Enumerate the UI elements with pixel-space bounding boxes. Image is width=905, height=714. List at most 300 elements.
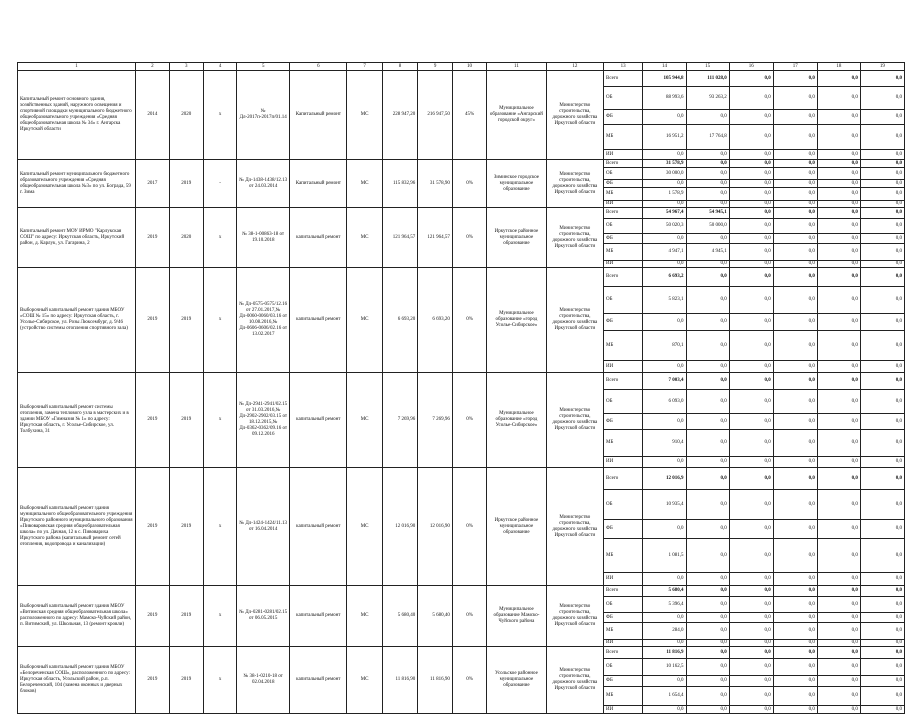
funding-zero: 0,0 [817, 623, 860, 640]
end-year: 2019 [169, 468, 203, 586]
column-number: 10 [452, 63, 486, 71]
funding-source-label: ИИ [604, 361, 643, 373]
responsibility-type: МС [347, 160, 382, 208]
funding-zero: 0,0 [817, 314, 860, 331]
funding-zero: 0,0 [860, 188, 904, 201]
funding-zero: 0,0 [729, 623, 773, 640]
funding-zero: 0,0 [729, 414, 773, 430]
funding-zero: 0,0 [773, 361, 817, 373]
funding-v14: 0,0 [643, 180, 686, 188]
funding-zero: 0,0 [729, 168, 773, 180]
start-year: 2019 [136, 208, 169, 268]
funding-zero: 0,0 [860, 647, 904, 659]
work-type: капитальный ремонт [290, 647, 347, 714]
readiness-percent: 0% [452, 586, 486, 647]
funding-zero: 0,0 [773, 87, 817, 110]
funding-zero: 0,0 [817, 490, 860, 520]
funding-v15: 0,0 [686, 201, 729, 208]
responsibility-type: МС [347, 586, 382, 647]
funding-zero: 0,0 [729, 314, 773, 331]
funding-zero: 0,0 [729, 110, 773, 125]
funding-zero: 0,0 [773, 125, 817, 150]
col-4-value: х [203, 586, 236, 647]
end-year: 2020 [169, 71, 203, 160]
ministry: Министерство строительства, дорожного хозяйства Иркутской области [546, 71, 603, 160]
funding-zero: 0,0 [729, 373, 773, 390]
project-name: Капитальный ремонт основного здания, хозяйственных зданий, наружного освещения и спортивной площадки муниципального бюджетного общеобразовательного учреждения «Средняя общеобразовательная школа № 34» г. Ангарска Иркутской области [18, 71, 136, 160]
funding-v14: 0,0 [643, 314, 686, 331]
funding-v14: 5 680,4 [643, 586, 686, 597]
col-4-value: х [203, 208, 236, 268]
work-type: Капитальный ремонт [290, 71, 347, 160]
funding-v15: 0,0 [686, 160, 729, 168]
expertise-number: № 38-1-0210-18 от 02.04.2018 [237, 647, 290, 714]
start-year: 2019 [136, 647, 169, 714]
funding-v14: 10 162,5 [643, 659, 686, 676]
work-type: капитальный ремонт [290, 586, 347, 647]
column-number: 17 [773, 63, 817, 71]
funding-v15: 0,0 [686, 268, 729, 287]
funding-v15: 0,0 [686, 168, 729, 180]
funding-v15: 93 263,2 [686, 87, 729, 110]
funding-zero: 0,0 [817, 361, 860, 373]
funding-source-label: ОБ [604, 219, 643, 234]
funding-source-label: ИИ [604, 706, 643, 714]
funding-v14: 0,0 [643, 110, 686, 125]
ministry: Министерство строительства, дорожного хозяйства Иркутской области [546, 468, 603, 586]
readiness-percent: 0% [452, 373, 486, 468]
estimated-cost: 121 964,57 [382, 208, 418, 268]
funding-zero: 0,0 [860, 201, 904, 208]
funding-zero: 0,0 [773, 234, 817, 244]
funding-zero: 0,0 [729, 597, 773, 613]
funding-zero: 0,0 [860, 457, 904, 468]
funding-zero: 0,0 [817, 706, 860, 714]
funding-source-label: МБ [604, 125, 643, 150]
funding-v15: 0,0 [686, 597, 729, 613]
estimated-cost: 5 680,40 [382, 586, 418, 647]
funding-zero: 0,0 [729, 676, 773, 687]
municipality: Муниципальное образование «город Усолье-Сибирское» [487, 268, 546, 373]
expertise-number: № Дл-0281-0281/02.15 от 06.05.2015 [237, 586, 290, 647]
funding-zero: 0,0 [729, 640, 773, 647]
funding-zero: 0,0 [817, 414, 860, 430]
funding-zero: 0,0 [729, 234, 773, 244]
responsibility-type: МС [347, 647, 382, 714]
funding-zero: 0,0 [729, 87, 773, 110]
funding-zero: 0,0 [860, 706, 904, 714]
funding-v15: 0,0 [686, 314, 729, 331]
funding-zero: 0,0 [773, 640, 817, 647]
funding-source-label: МБ [604, 539, 643, 573]
funding-zero: 0,0 [773, 687, 817, 706]
funding-v15: 0,0 [686, 613, 729, 623]
funding-source-label: ФБ [604, 414, 643, 430]
funding-v14: 284,0 [643, 623, 686, 640]
funding-v14: 870,1 [643, 331, 686, 361]
funding-zero: 0,0 [729, 219, 773, 234]
table-row [18, 160, 905, 168]
funding-zero: 0,0 [773, 71, 817, 87]
funding-zero: 0,0 [773, 373, 817, 390]
readiness-percent: 0% [452, 160, 486, 208]
funding-source-label: ОБ [604, 168, 643, 180]
funding-zero: 0,0 [817, 373, 860, 390]
funding-zero: 0,0 [729, 539, 773, 573]
funding-v15: 0,0 [686, 468, 729, 490]
ministry: Министерство строительства, дорожного хозяйства Иркутской области [546, 208, 603, 268]
funding-zero: 0,0 [773, 268, 817, 287]
column-number: 2 [136, 63, 169, 71]
funding-v15: 0,0 [686, 110, 729, 125]
funding-source-label: Всего [604, 160, 643, 168]
start-year: 2019 [136, 468, 169, 586]
col-4-value: х [203, 71, 236, 160]
readiness-percent: 0% [452, 468, 486, 586]
funding-v15: 0,0 [686, 361, 729, 373]
funding-source-label: Всего [604, 373, 643, 390]
funding-source-label: ОБ [604, 659, 643, 676]
funding-v15: 0,0 [686, 150, 729, 160]
funding-zero: 0,0 [817, 647, 860, 659]
funding-zero: 0,0 [860, 468, 904, 490]
funding-zero: 0,0 [773, 414, 817, 430]
funding-zero: 0,0 [729, 613, 773, 623]
funding-v15: 0,0 [686, 180, 729, 188]
funding-source-label: ФБ [604, 676, 643, 687]
remaining-cost: 216 947,50 [418, 71, 453, 160]
funding-v15: 111 028,0 [686, 71, 729, 87]
expertise-number: № Дл-0575-0575/12.16 от 27.01.2017,№ Дл-0060-0060/03.16 от 10.08.2016,№ Дл-0606-0606/02.16 от 13.02.2017 [237, 268, 290, 373]
work-type: капитальный ремонт [290, 268, 347, 373]
project-name: Выборочный капитальный ремонт здания МБОУ «Белореченская СОШ», расположенного по адресу: Иркутская область, Усольский район, р.п. Белореченский, 104 (замена оконных и дверных блоков) [18, 647, 136, 714]
column-number: 8 [382, 63, 418, 71]
funding-zero: 0,0 [817, 520, 860, 539]
funding-v14: 1 654,4 [643, 687, 686, 706]
funding-v14: 16 951,2 [643, 125, 686, 150]
funding-v15: 50 000,0 [686, 219, 729, 234]
funding-zero: 0,0 [773, 520, 817, 539]
funding-zero: 0,0 [817, 244, 860, 261]
funding-v15: 0,0 [686, 706, 729, 714]
funding-v15: 0,0 [686, 676, 729, 687]
column-number: 12 [546, 63, 603, 71]
funding-zero: 0,0 [729, 125, 773, 150]
remaining-cost: 12 016,90 [418, 468, 453, 586]
funding-zero: 0,0 [729, 188, 773, 201]
funding-v14: 7 003,4 [643, 373, 686, 390]
municipality: Муниципальное образование Мамско-Чуйского района [487, 586, 546, 647]
funding-zero: 0,0 [729, 268, 773, 287]
funding-source-label: Всего [604, 586, 643, 597]
financing-table [17, 62, 905, 714]
funding-v15: 0,0 [686, 373, 729, 390]
funding-zero: 0,0 [773, 586, 817, 597]
funding-zero: 0,0 [729, 208, 773, 219]
funding-source-label: Всего [604, 468, 643, 490]
funding-zero: 0,0 [729, 520, 773, 539]
funding-source-label: Всего [604, 71, 643, 87]
funding-v15: 0,0 [686, 539, 729, 573]
column-number: 19 [860, 63, 904, 71]
funding-zero: 0,0 [817, 71, 860, 87]
funding-v15: 0,0 [686, 687, 729, 706]
column-number: 11 [487, 63, 546, 71]
funding-zero: 0,0 [817, 268, 860, 287]
funding-zero: 0,0 [817, 234, 860, 244]
table-row [18, 373, 905, 390]
funding-zero: 0,0 [817, 331, 860, 361]
funding-source-label: ИИ [604, 150, 643, 160]
ministry: Министерство строительства, дорожного хозяйства Иркутской области [546, 586, 603, 647]
work-type: капитальный ремонт [290, 208, 347, 268]
funding-v14: 0,0 [643, 201, 686, 208]
funding-zero: 0,0 [817, 219, 860, 234]
end-year: 2019 [169, 373, 203, 468]
funding-v15: 0,0 [686, 623, 729, 640]
funding-zero: 0,0 [773, 244, 817, 261]
funding-zero: 0,0 [860, 261, 904, 268]
funding-source-label: МБ [604, 687, 643, 706]
funding-zero: 0,0 [773, 490, 817, 520]
funding-zero: 0,0 [729, 659, 773, 676]
funding-v14: 0,0 [643, 573, 686, 586]
remaining-cost: 121 964,57 [418, 208, 453, 268]
funding-zero: 0,0 [817, 430, 860, 457]
table-row [18, 268, 905, 287]
funding-zero: 0,0 [860, 180, 904, 188]
ministry: Министерство строительства, дорожного хозяйства Иркутской области [546, 373, 603, 468]
funding-v14: 0,0 [643, 234, 686, 244]
funding-zero: 0,0 [860, 613, 904, 623]
funding-zero: 0,0 [729, 244, 773, 261]
funding-v14: 0,0 [643, 706, 686, 714]
funding-v14: 6 093,0 [643, 390, 686, 414]
funding-zero: 0,0 [817, 87, 860, 110]
project-name: Выборочный капитальный ремонт здания МБОУ «СОШ № 15» по адресу: Иркутская область, г. Усолье-Сибирское, ул. Розы Люксембург, д. 9/46 (устройство системы отопления спортивного зала) [18, 268, 136, 373]
municipality: Муниципальное образование «Ангарский городской округ» [487, 71, 546, 160]
funding-zero: 0,0 [860, 676, 904, 687]
funding-v15: 17 764,8 [686, 125, 729, 150]
funding-v14: 10 935,4 [643, 490, 686, 520]
estimated-cost: 11 816,90 [382, 647, 418, 714]
funding-zero: 0,0 [729, 261, 773, 268]
funding-source-label: ИИ [604, 201, 643, 208]
column-number: 15 [686, 63, 729, 71]
project-name: Выборочный капитальный ремонт здания муниципального общеобразовательного учреждения Иркутского районного муниципального образования «Пивоваровская средняя общеобразовательная школа» по ул. Дачная, 12 в с. Пивовариха Иркутского района (капитальный ремонт сетей отопления, водопровода и канализации) [18, 468, 136, 586]
funding-v14: 31 578,9 [643, 160, 686, 168]
funding-zero: 0,0 [817, 287, 860, 314]
funding-v14: 0,0 [643, 414, 686, 430]
funding-zero: 0,0 [817, 613, 860, 623]
col-4-value: х [203, 268, 236, 373]
col-4-value: - [203, 160, 236, 208]
funding-v15: 0,0 [686, 520, 729, 539]
funding-zero: 0,0 [817, 597, 860, 613]
column-number: 3 [169, 63, 203, 71]
estimated-cost: 12 016,90 [382, 468, 418, 586]
estimated-cost: 228 947,20 [382, 71, 418, 160]
funding-v14: 0,0 [643, 261, 686, 268]
funding-v14: 0,0 [643, 361, 686, 373]
funding-zero: 0,0 [773, 430, 817, 457]
end-year: 2020 [169, 208, 203, 268]
funding-zero: 0,0 [860, 539, 904, 573]
funding-zero: 0,0 [773, 160, 817, 168]
remaining-cost: 5 680,40 [418, 586, 453, 647]
funding-source-label: ОБ [604, 597, 643, 613]
funding-v14: 6 693,2 [643, 268, 686, 287]
funding-zero: 0,0 [729, 180, 773, 188]
funding-zero: 0,0 [729, 287, 773, 314]
funding-zero: 0,0 [773, 623, 817, 640]
municipality: Усольское районное муниципальное образование [487, 647, 546, 714]
funding-zero: 0,0 [860, 71, 904, 87]
funding-zero: 0,0 [860, 414, 904, 430]
funding-zero: 0,0 [860, 268, 904, 287]
table-row [18, 468, 905, 490]
funding-zero: 0,0 [860, 314, 904, 331]
end-year: 2019 [169, 268, 203, 373]
column-number: 9 [418, 63, 453, 71]
readiness-percent: 0% [452, 208, 486, 268]
funding-v15: 0,0 [686, 234, 729, 244]
funding-source-label: МБ [604, 430, 643, 457]
funding-zero: 0,0 [773, 706, 817, 714]
funding-zero: 0,0 [817, 208, 860, 219]
funding-zero: 0,0 [773, 261, 817, 268]
funding-zero: 0,0 [773, 659, 817, 676]
funding-v14: 30 000,0 [643, 168, 686, 180]
project-name: Выборочный капитальный ремонт системы отопления, замена теплового узла в мастерских и в здании МБОУ «Гимназия № 1» по адресу: Иркутская область, г. Усолье-Сибирское, ул. Толбухина, 31 [18, 373, 136, 468]
funding-source-label: ФБ [604, 110, 643, 125]
funding-source-label: Всего [604, 647, 643, 659]
funding-zero: 0,0 [729, 586, 773, 597]
funding-source-label: МБ [604, 331, 643, 361]
funding-source-label: Всего [604, 208, 643, 219]
funding-source-label: МБ [604, 244, 643, 261]
work-type: капитальный ремонт [290, 373, 347, 468]
funding-zero: 0,0 [729, 573, 773, 586]
funding-zero: 0,0 [860, 687, 904, 706]
funding-zero: 0,0 [729, 706, 773, 714]
funding-source-label: ОБ [604, 287, 643, 314]
column-number: 4 [203, 63, 236, 71]
funding-zero: 0,0 [860, 361, 904, 373]
funding-v15: 0,0 [686, 261, 729, 268]
funding-v15: 54 945,1 [686, 208, 729, 219]
funding-zero: 0,0 [860, 168, 904, 180]
funding-zero: 0,0 [773, 676, 817, 687]
funding-zero: 0,0 [860, 110, 904, 125]
funding-zero: 0,0 [817, 687, 860, 706]
funding-v15: 0,0 [686, 331, 729, 361]
end-year: 2019 [169, 647, 203, 714]
funding-zero: 0,0 [860, 208, 904, 219]
expertise-number: № Дл-2941-2941/02.15 от 31.03.2016,№ Дл-2902-2902/03.15 от 18.12.2015,№ Дл-0362-0362/09.16 от 09.12.2016 [237, 373, 290, 468]
work-type: Капитальный ремонт [290, 160, 347, 208]
funding-source-label: ОБ [604, 390, 643, 414]
funding-zero: 0,0 [860, 331, 904, 361]
funding-zero: 0,0 [773, 110, 817, 125]
project-name: Капитальный ремонт муниципального бюджетного образовательного учреждения «Средняя общеобразовательная школа №3» по ул. Бограда, 59 г. Зима [18, 160, 136, 208]
funding-zero: 0,0 [773, 314, 817, 331]
funding-v14: 0,0 [643, 613, 686, 623]
table-row [18, 647, 905, 659]
funding-zero: 0,0 [773, 208, 817, 219]
table-row [18, 586, 905, 597]
funding-zero: 0,0 [860, 390, 904, 414]
column-number: 6 [290, 63, 347, 71]
end-year: 2019 [169, 160, 203, 208]
funding-source-label: ОБ [604, 490, 643, 520]
funding-v15: 0,0 [686, 390, 729, 414]
funding-zero: 0,0 [773, 180, 817, 188]
funding-v14: 0,0 [643, 150, 686, 160]
funding-source-label: ИИ [604, 261, 643, 268]
remaining-cost: 7 269,96 [418, 373, 453, 468]
estimated-cost: 7 269,96 [382, 373, 418, 468]
funding-zero: 0,0 [729, 150, 773, 160]
funding-source-label: ФБ [604, 234, 643, 244]
column-number: 14 [643, 63, 686, 71]
funding-v14: 54 967,4 [643, 208, 686, 219]
project-name: Выборочный капитальный ремонт здания МБОУ «Витимская средняя общеобразовательная школа» расположенного по адресу: Мамско-Чуйский район, п. Витимский, ул. Школьная, 13 (ремонт кровли) [18, 586, 136, 647]
start-year: 2017 [136, 160, 169, 208]
funding-zero: 0,0 [729, 430, 773, 457]
column-number-row [18, 63, 905, 71]
municipality: Муниципальное образование «город Усолье-Сибирское» [487, 373, 546, 468]
responsibility-type: МС [347, 468, 382, 586]
funding-zero: 0,0 [729, 490, 773, 520]
funding-zero: 0,0 [860, 234, 904, 244]
project-name: Капитальный ремонт МОУ ИРМО "Карлукская СОШ" по адресу: Иркутская область, Иркутский район, д. Карлук, ул. Гагарина, 2 [18, 208, 136, 268]
funding-zero: 0,0 [773, 647, 817, 659]
column-number: 1 [18, 63, 136, 71]
funding-zero: 0,0 [817, 110, 860, 125]
col-4-value: х [203, 373, 236, 468]
ministry: Министерство строительства, дорожного хозяйства Иркутской области [546, 160, 603, 208]
work-type: капитальный ремонт [290, 468, 347, 586]
responsibility-type: МС [347, 208, 382, 268]
funding-zero: 0,0 [729, 331, 773, 361]
funding-zero: 0,0 [860, 520, 904, 539]
funding-v14: 105 944,8 [643, 71, 686, 87]
funding-v15: 0,0 [686, 640, 729, 647]
funding-zero: 0,0 [860, 573, 904, 586]
funding-v15: 0,0 [686, 457, 729, 468]
funding-v14: 1 081,5 [643, 539, 686, 573]
responsibility-type: МС [347, 71, 382, 160]
funding-source-label: ИИ [604, 640, 643, 647]
funding-zero: 0,0 [773, 390, 817, 414]
funding-zero: 0,0 [817, 390, 860, 414]
funding-v15: 0,0 [686, 430, 729, 457]
funding-zero: 0,0 [817, 160, 860, 168]
funding-zero: 0,0 [817, 676, 860, 687]
funding-zero: 0,0 [860, 659, 904, 676]
funding-zero: 0,0 [773, 150, 817, 160]
funding-v14: 5 823,1 [643, 287, 686, 314]
funding-zero: 0,0 [729, 687, 773, 706]
funding-source-label: ФБ [604, 314, 643, 331]
funding-zero: 0,0 [773, 613, 817, 623]
funding-v15: 0,0 [686, 586, 729, 597]
funding-source-label: ФБ [604, 613, 643, 623]
funding-zero: 0,0 [773, 331, 817, 361]
column-number: 5 [237, 63, 290, 71]
table-row [18, 208, 905, 219]
